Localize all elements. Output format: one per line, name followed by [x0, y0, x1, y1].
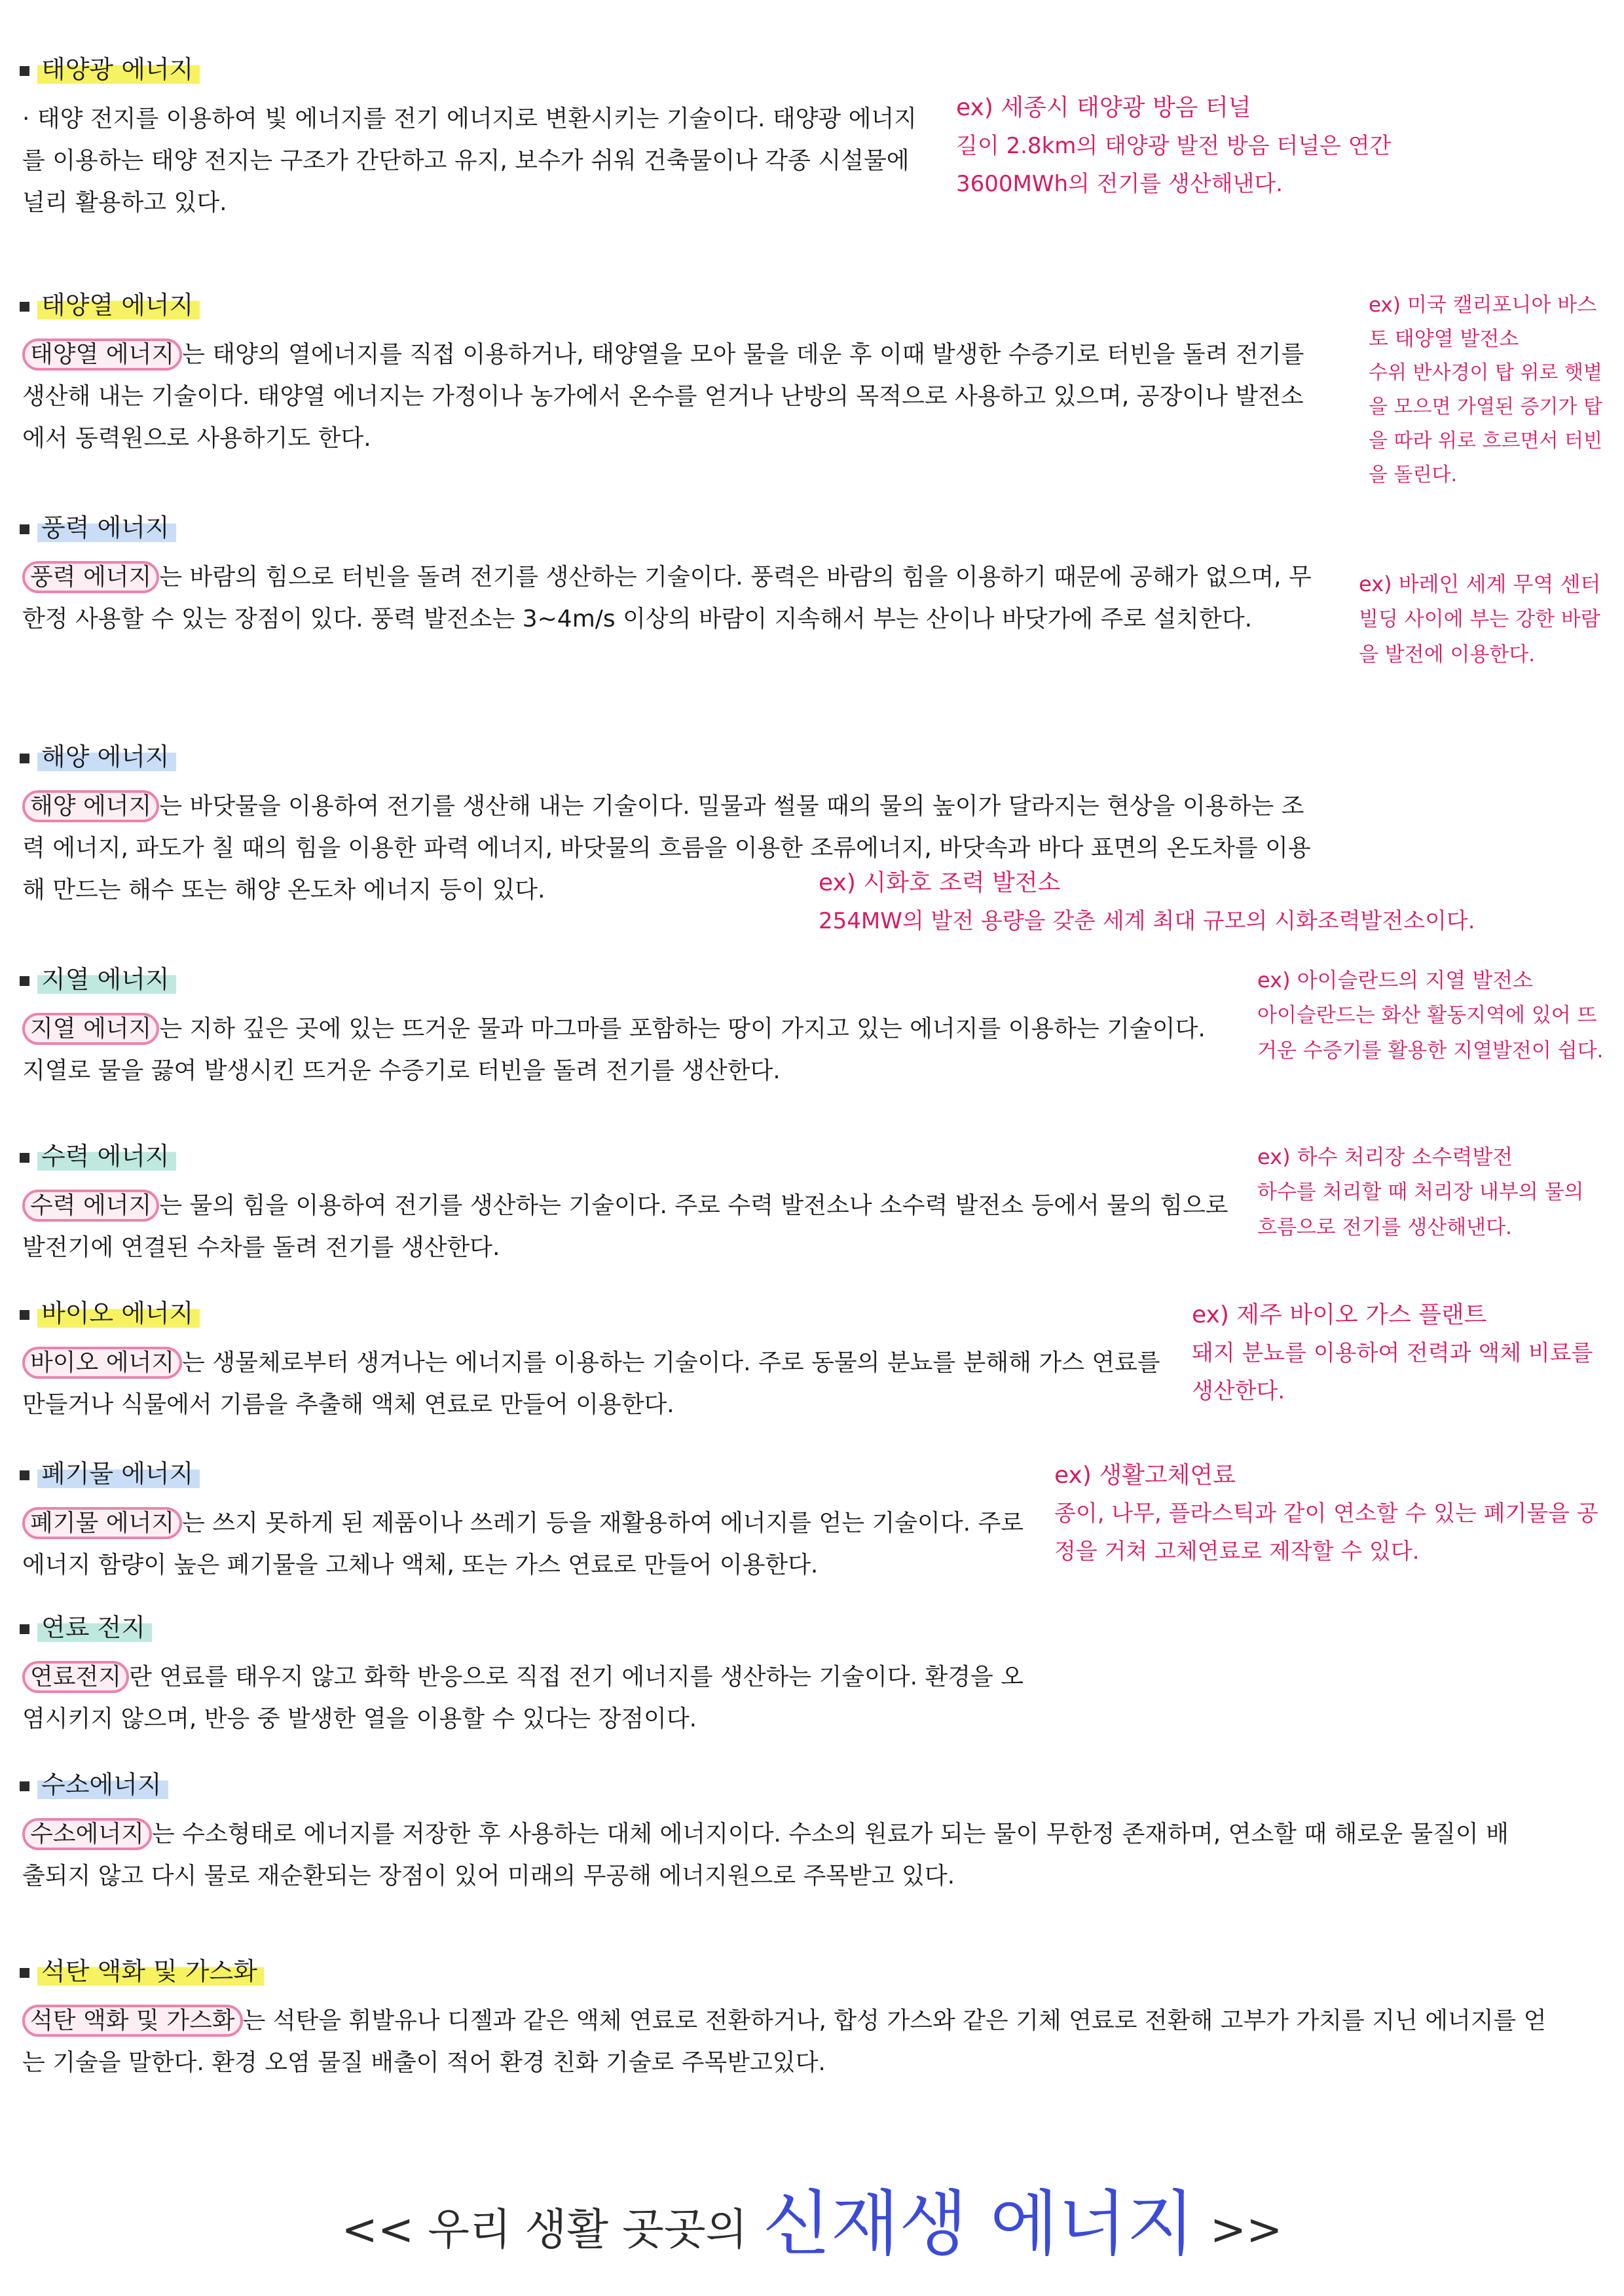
- section-body: [22, 1008, 1227, 1092]
- heading-label: 바이오 에너지: [37, 1299, 200, 1328]
- section-heading: [20, 1457, 200, 1491]
- section-body: [22, 334, 1322, 460]
- body-text: 란 연료를 태우지 않고 화학 반응으로 직접 전기 에너지를 생산하는 기술이다. 환경을 오염시키지 않으며, 반응 중 발생한 열을 이용할 수 있다는 장점이다.: [22, 1664, 1024, 1732]
- body-text: 는 바닷물을 이용하여 전기를 생산해 내는 기술이다. 밀물과 썰물 때의 물의 높이가 달라지는 현상을 이용하는 조력 에너지, 파도가 칠 때의 힘을 이용한 파력 에너지, 바닷물의 흐름을 이용한 조류에너지, 바닷속과 바다 표면의 온도차를 이용해 만드는 해수 또는 해양 온도차 에너지 등이 있다.: [22, 793, 1311, 903]
- heading-label: 태양열 에너지: [37, 291, 200, 319]
- bullet-icon: [20, 1968, 29, 1978]
- bullet-icon: [20, 524, 29, 534]
- section-bio: [0, 1296, 1624, 1418]
- example-title: ex) 하수 처리장 소수력발전: [1257, 1144, 1513, 1169]
- section-body: [22, 1185, 1234, 1269]
- bullet-icon: [20, 1153, 29, 1163]
- example-note: [1257, 962, 1604, 1068]
- section-body: [22, 1813, 1528, 1897]
- key-term: 폐기물 에너지: [22, 1507, 182, 1539]
- key-term: 연료전지: [22, 1661, 129, 1693]
- footer-suffix: >>: [1209, 2204, 1283, 2255]
- bullet-icon: [20, 1781, 29, 1791]
- example-title: ex) 아이슬란드의 지열 발전소: [1257, 968, 1534, 993]
- key-term: 풍력 에너지: [22, 561, 159, 593]
- example-text: 하수를 처리할 때 처리장 내부의 물의 흐름으로 전기를 생산해낸다.: [1257, 1180, 1584, 1239]
- example-text: 254MW의 발전 용량을 갖춘 세계 최대 규모의 시화조력발전소이다.: [819, 908, 1475, 934]
- section-geothermal: [0, 962, 1624, 1084]
- heading-label: 태양광 에너지: [37, 55, 200, 84]
- example-note: [1369, 288, 1604, 492]
- heading-label: 연료 전지: [37, 1613, 152, 1642]
- section-heading: [20, 288, 200, 322]
- body-text: 는 수소형태로 에너지를 저장한 후 사용하는 대체 에너지이다. 수소의 원료가 되는 물이 무한정 존재하며, 연소할 때 해로운 물질이 배출되지 않고 다시 물로 재순환되는 장점이 있어 미래의 무공해 에너지원으로 주목받고 있다.: [22, 1821, 1509, 1889]
- bullet-icon: [20, 1624, 29, 1634]
- body-text: 는 생물체로부터 생겨나는 에너지를 이용하는 기술이다. 주로 동물의 분뇨를 분해해 가스 연료를 만들거나 식물에서 기름을 추출해 액체 연료로 만들어 이용한다.: [22, 1349, 1160, 1418]
- section-coal-liquefaction: [0, 1954, 1624, 2076]
- example-text: 길이 2.8km의 태양광 발전 방음 터널은 연간 3600MWh의 전기를 생산해낸다.: [956, 133, 1392, 197]
- heading-label: 폐기물 에너지: [37, 1459, 200, 1488]
- heading-label: 해양 에너지: [37, 742, 176, 771]
- body-text: 는 지하 깊은 곳에 있는 뜨거운 물과 마그마를 포함하는 땅이 가지고 있는 에너지를 이용하는 기술이다. 지열로 물을 끓여 발생시킨 뜨거운 수증기로 터빈을 돌려 전기를 생산한다.: [22, 1015, 1206, 1084]
- section-body: [22, 1656, 1044, 1740]
- footer-prefix: << 우리 생활 곳곳의: [341, 2204, 748, 2255]
- example-text: 돼지 분뇨를 이용하여 전력과 액체 비료를 생산한다.: [1192, 1340, 1593, 1404]
- page-footer-title: [0, 2167, 1624, 2265]
- key-term: 태양열 에너지: [22, 338, 182, 371]
- key-term: 수소에너지: [22, 1818, 152, 1850]
- key-term: 지열 에너지: [22, 1013, 159, 1045]
- section-heading: [20, 740, 176, 774]
- section-heading: [20, 1768, 168, 1802]
- example-title: ex) 생활고체연료: [1054, 1462, 1236, 1489]
- section-heading: [20, 1954, 264, 1988]
- heading-label: 지열 에너지: [37, 965, 176, 994]
- section-solar-pv: [0, 52, 1624, 216]
- example-note: [1257, 1139, 1604, 1245]
- body-text: 는 물의 힘을 이용하여 전기를 생산하는 기술이다. 주로 수력 발전소나 소수력 발전소 등에서 물의 힘으로 발전기에 연결된 수차를 돌려 전기를 생산한다.: [22, 1192, 1228, 1261]
- section-body: [22, 556, 1322, 640]
- heading-label: 수력 에너지: [37, 1142, 176, 1171]
- section-body: [22, 98, 926, 224]
- example-note: [956, 89, 1454, 203]
- key-term: 석탄 액화 및 가스화: [22, 2005, 243, 2037]
- body-text: 는 쓰지 못하게 된 제품이나 쓰레기 등을 재활용하여 에너지를 얻는 기술이다. 주로 에너지 함량이 높은 폐기물을 고체나 액체, 또는 가스 연료로 만들어 이용한다.: [22, 1510, 1024, 1578]
- example-text: 종이, 나무, 플라스틱과 같이 연소할 수 있는 폐기물을 공정을 거쳐 고체연료로 제작할 수 있다.: [1054, 1501, 1598, 1565]
- example-text: 수위 반사경이 탑 위로 햇볕을 모으면 가열된 증기가 탑을 따라 위로 흐르면서 터빈을 돌린다.: [1369, 361, 1602, 486]
- key-term: 바이오 에너지: [22, 1347, 182, 1379]
- heading-label: 풍력 에너지: [37, 513, 176, 542]
- bullet-icon: [20, 754, 29, 763]
- body-text: · 태양 전지를 이용하여 빛 에너지를 전기 에너지로 변환시키는 기술이다. 태양광 에너지를 이용하는 태양 전지는 구조가 간단하고 유지, 보수가 쉬워 건축물이나 각종 시설물에 널리 활용하고 있다.: [22, 105, 917, 216]
- example-note: [1192, 1296, 1604, 1410]
- footer-title: 신재생 에너지: [762, 2183, 1195, 2265]
- section-heading: [20, 1611, 152, 1645]
- section-body: [22, 1503, 1044, 1586]
- section-heading: [20, 1296, 200, 1330]
- body-text: 는 바람의 힘으로 터빈을 돌려 전기를 생산하는 기술이다. 풍력은 바람의 힘을 이용하기 때문에 공해가 없으며, 무한정 사용할 수 있는 장점이 있다. 풍력 발전소는 3~4m/s 이상의 바람이 지속해서 부는 산이나 바닷가에 주로 설치한다.: [22, 564, 1312, 632]
- example-note: [1359, 566, 1601, 672]
- bullet-icon: [20, 66, 29, 76]
- example-title: ex) 세종시 태양광 방음 터널: [956, 94, 1251, 121]
- example-text: 빌딩 사이에 부는 강한 바람을 발전에 이용한다.: [1359, 608, 1600, 666]
- example-text: 아이슬란드는 화산 활동지역에 있어 뜨거운 수증기를 활용한 지열발전이 쉽다.: [1257, 1004, 1604, 1063]
- bullet-icon: [20, 1470, 29, 1480]
- key-term: 해양 에너지: [22, 790, 159, 822]
- section-solar-thermal: [0, 288, 1624, 486]
- example-title: ex) 제주 바이오 가스 플랜트: [1192, 1302, 1487, 1328]
- heading-label: 석탄 액화 및 가스화: [37, 1957, 264, 1986]
- example-title: ex) 미국 캘리포니아 바스토 태양열 발전소: [1369, 293, 1597, 351]
- key-term: 수력 에너지: [22, 1190, 159, 1222]
- heading-label: 수소에너지: [37, 1770, 168, 1799]
- body-text: 는 석탄을 휘발유나 디젤과 같은 액체 연료로 전환하거나, 합성 가스와 같은 기체 연료로 전환해 고부가 가치를 지닌 에너지를 얻는 기술을 말한다. 환경 오염 물질 배출이 적어 환경 친화 기술로 주목받고있다.: [22, 2007, 1547, 2076]
- example-title: ex) 시화호 조력 발전소: [819, 869, 1061, 896]
- bullet-icon: [20, 1310, 29, 1320]
- section-heading: [20, 962, 176, 996]
- section-body: [22, 1342, 1175, 1426]
- bullet-icon: [20, 302, 29, 312]
- body-text: 는 태양의 열에너지를 직접 이용하거나, 태양열을 모아 물을 데운 후 이때 발생한 수증기로 터빈을 돌려 전기를 생산해 내는 기술이다. 태양열 에너지는 가정이나 농가에서 온수를 얻거나 난방의 목적으로 사용하고 있으며, 공장이나 발전소에서 동력원으로 사용하기도 한다.: [22, 341, 1304, 452]
- example-title: ex) 바레인 세계 무역 센터: [1359, 572, 1601, 596]
- section-heading: [20, 1139, 176, 1173]
- section-heading: [20, 511, 176, 545]
- example-note: [1054, 1457, 1604, 1571]
- section-hydro: [0, 1139, 1624, 1261]
- bullet-icon: [20, 976, 29, 986]
- section-heading: [20, 52, 200, 86]
- section-body: [22, 2000, 1555, 2084]
- example-note: [819, 864, 1604, 940]
